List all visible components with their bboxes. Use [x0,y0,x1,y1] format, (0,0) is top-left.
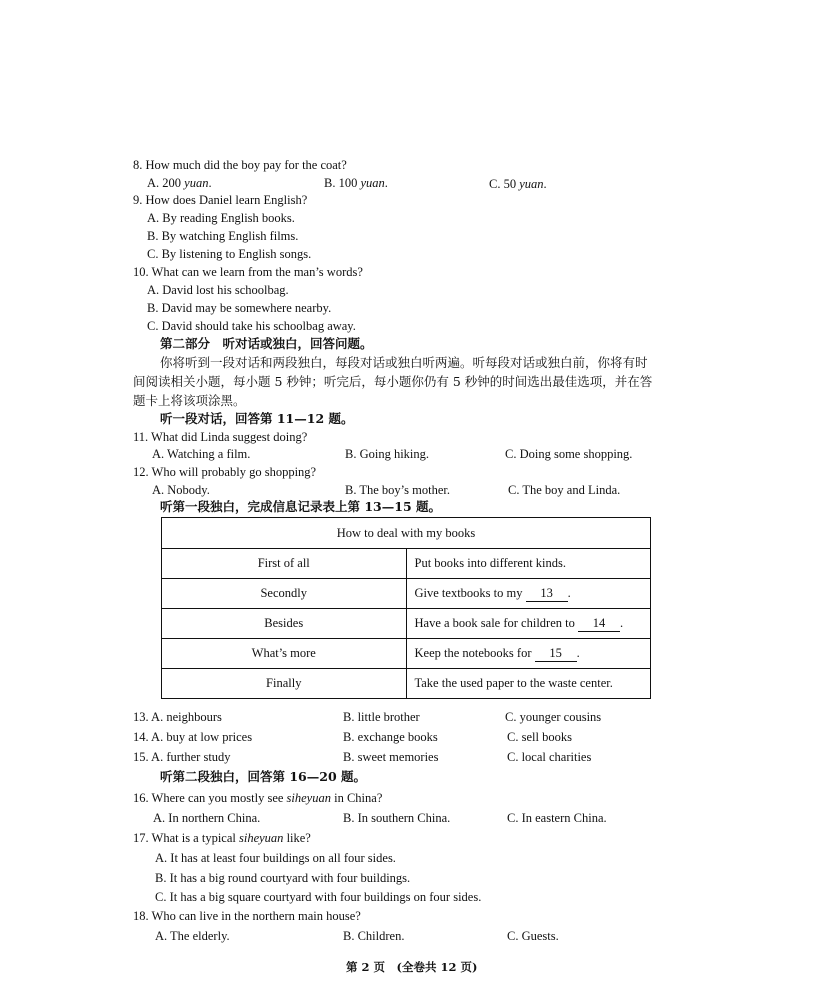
question-11-stem: 11. What did Linda suggest doing? [133,430,308,444]
section-2-instructions-line-2: 间阅读相关小题，每小题 5 秒钟；听完后，每小题你仍有 5 秒钟的时间选出最佳选项，并在答 [133,374,653,389]
question-13-option-c: C. younger cousins [505,710,602,724]
question-8-option-a: A. 200 yuan. [147,176,212,190]
dialog-heading: 听一段对话，回答第 11—12 题。 [160,411,354,426]
answer-blank-15: 15 [535,646,577,662]
table-row [162,579,651,609]
question-17-option-b: B. It has a big round courtyard with four buildings. [155,871,411,885]
question-18-stem: 18. Who can live in the northern main house? [133,909,361,923]
table-row [162,669,651,699]
question-9-stem: 9. How does Daniel learn English? [133,193,308,207]
question-15-option-a: 15. A. further study [133,750,231,764]
section-2-instructions-line-1: 你将听到一段对话和两段独白，每段对话或独白听两遍。听每段对话或独白前，你将有时 [160,355,648,370]
table-row [162,639,651,669]
question-10-option-c: C. David should take his schoolbag away. [147,319,356,333]
question-12-option-b: B. The boy’s mother. [345,483,450,497]
question-8-option-b: B. 100 yuan. [324,176,388,190]
question-12-option-c: C. The boy and Linda. [508,483,621,497]
page-footer: 第 2 页 (全卷共 12 页) [346,960,478,974]
question-16-option-a: A. In northern China. [153,811,261,825]
question-16-option-c: C. In eastern China. [507,811,607,825]
question-17-option-a: A. It has at least four buildings on all four sides. [155,851,396,865]
question-10-option-a: A. David lost his schoolbag. [147,283,289,297]
question-17-option-c: C. It has a big square courtyard with four buildings on four sides. [155,890,482,904]
info-record-table [161,517,651,699]
row-text: Keep the notebooks for 15 . [406,639,651,669]
question-14-option-a: 14. A. buy at low prices [133,730,253,744]
question-12-stem: 12. Who will probably go shopping? [133,465,317,479]
question-14-option-b: B. exchange books [343,730,438,744]
monologue-2-heading: 听第二段独白，回答第 16—20 题。 [160,769,366,784]
question-11-option-a: A. Watching a film. [152,447,251,461]
section-2-title: 第二部分 听对话或独白，回答问题。 [160,336,373,351]
question-10-option-b: B. David may be somewhere nearby. [147,301,332,315]
row-text: Take the used paper to the waste center. [406,669,651,699]
row-label: What’s more [162,639,407,669]
question-15-option-c: C. local charities [507,750,592,764]
question-8-option-c: C. 50 yuan. [489,177,547,191]
question-13-option-a: 13. A. neighbours [133,710,222,724]
question-16-option-b: B. In southern China. [343,811,451,825]
row-text: Put books into different kinds. [406,549,651,579]
row-label: Finally [162,669,407,699]
question-10-stem: 10. What can we learn from the man’s words? [133,265,363,279]
question-14-option-c: C. sell books [507,730,572,744]
question-8-stem: 8. How much did the boy pay for the coat? [133,158,347,172]
row-label: First of all [162,549,407,579]
question-18-option-b: B. Children. [343,929,405,943]
table-title-row [162,518,651,549]
table-row [162,549,651,579]
question-9-option-a: A. By reading English books. [147,211,295,225]
question-11-option-c: C. Doing some shopping. [505,447,633,461]
question-9-option-b: B. By watching English films. [147,229,299,243]
question-9-option-c: C. By listening to English songs. [147,247,312,261]
question-18-option-a: A. The elderly. [155,929,230,943]
row-text: Have a book sale for children to 14 . [406,609,651,639]
question-17-stem: 17. What is a typical siheyuan like? [133,831,311,845]
question-15-option-b: B. sweet memories [343,750,439,764]
table-row [162,609,651,639]
question-11-option-b: B. Going hiking. [345,447,430,461]
question-16-stem: 16. Where can you mostly see siheyuan in China? [133,791,383,805]
question-12-option-a: A. Nobody. [152,483,210,497]
answer-blank-14: 14 [578,616,620,632]
question-13-option-b: B. little brother [343,710,420,724]
section-2-instructions-line-3: 题卡上将该项涂黑。 [133,393,246,408]
table-title: How to deal with my books [162,518,651,549]
row-text: Give textbooks to my 13 . [406,579,651,609]
question-18-option-c: C. Guests. [507,929,559,943]
answer-blank-13: 13 [526,586,568,602]
monologue-1-heading: 听第一段独白，完成信息记录表上第 13—15 题。 [160,499,441,514]
row-label: Secondly [162,579,407,609]
row-label: Besides [162,609,407,639]
